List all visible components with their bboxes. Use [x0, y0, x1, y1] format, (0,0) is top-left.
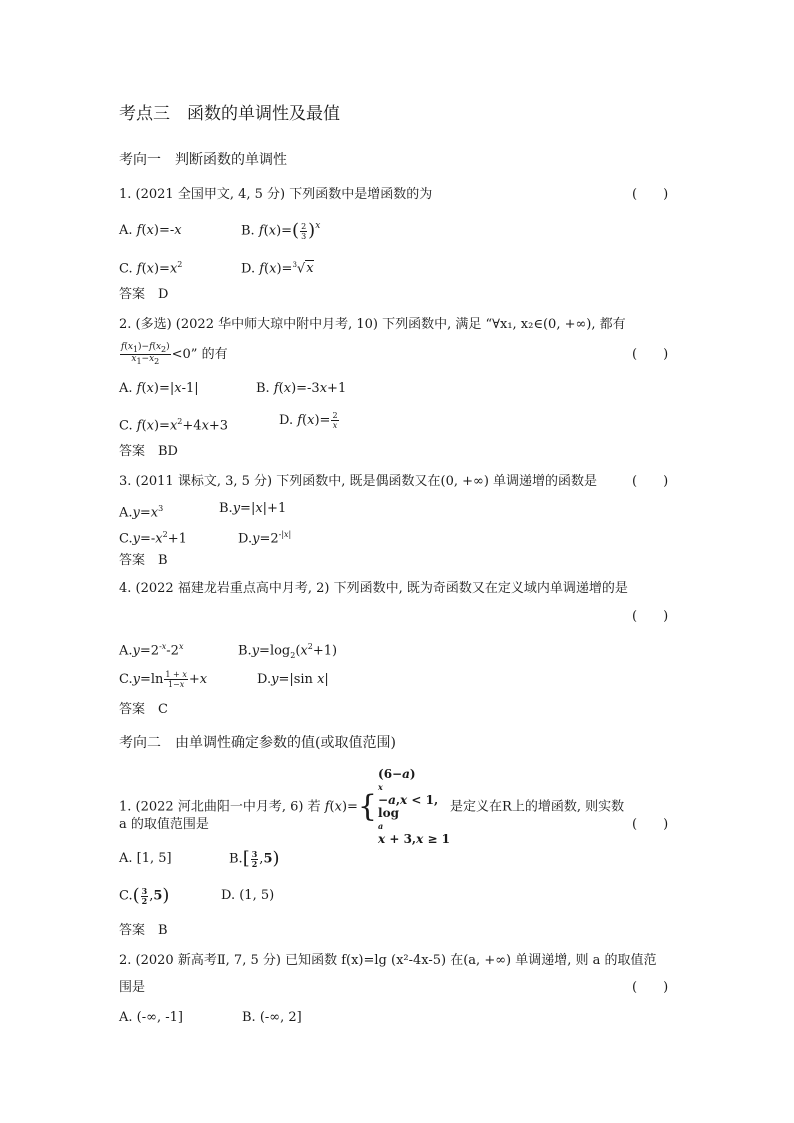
option-d: $D.y=2^{-|x|}$	[238, 530, 292, 547]
option-a: $A.y=2^{-x}-2^x$	[119, 642, 184, 659]
option-d: D.y=|sin x|	[257, 672, 329, 687]
option-b: B. f(x)=-3x+1	[256, 381, 347, 396]
question-2-stem: 2. (多选) (2022 华中师大琼中附中月考, 10) 下列函数中, 满足 “∀x₁, x₂∈(0, +∞), 都有	[119, 317, 626, 332]
option-d: D. f(x)= $\frac{2}{x}$	[279, 411, 338, 430]
option-b: B.y=|x|+1	[219, 501, 287, 516]
question-3-stem: 3. (2011 课标文, 3, 5 分) 下列函数中, 既是偶函数又在(0, +∞) 单调递增的函数是	[119, 474, 598, 489]
section-heading-2: 考向二 由单调性确定参数的值(或取值范围)	[119, 735, 396, 751]
option-c: C. $f(x)=x^2+4x+3$	[119, 417, 229, 434]
answer: 答案 B	[119, 923, 168, 938]
option-a: A. f(x)=|x-1|	[119, 381, 199, 396]
option-b: B.[ $\frac{3}{2}$ ,5)	[229, 848, 280, 869]
section-heading-1: 考向一 判断函数的单调性	[119, 152, 287, 168]
option-c: $C.y=-x^2+1$	[119, 530, 187, 547]
option-b: B. (-∞, 2]	[242, 1010, 302, 1025]
answer: 答案 C	[119, 702, 168, 717]
question-2-condition: $\frac{f(x1)-f(x2)}{x1-x2}$ <0” 的有	[121, 342, 228, 366]
option-c: C. $f(x)=x^2$	[119, 260, 183, 277]
answer-blank: ( )	[632, 474, 669, 489]
answer-blank: ( )	[632, 817, 669, 832]
option-d: D. (1, 5)	[221, 888, 275, 903]
answer: 答案 B	[119, 553, 168, 568]
answer-blank: ( )	[632, 980, 669, 995]
option-a: A. (-∞, -1]	[119, 1010, 183, 1025]
answer-blank: ( )	[632, 347, 669, 362]
page-title: 考点三 函数的单调性及最值	[119, 104, 340, 124]
option-b: B. f(x)=( $\frac{2}{3}$ )$^x$	[241, 220, 321, 241]
option-a: A. f(x)=-x	[119, 223, 182, 238]
option-a: A. [1, 5]	[119, 851, 172, 866]
question-2-1-stem-line2: a 的取值范围是	[119, 817, 209, 832]
answer: 答案 D	[119, 287, 169, 302]
answer-blank: ( )	[632, 609, 669, 624]
question-1-stem: 1. (2021 全国甲文, 4, 5 分) 下列函数中是增函数的为	[119, 187, 433, 202]
option-d: D. f(x)=$^3$√x	[241, 261, 314, 277]
option-b: $B.y=\log_2(x^2+1)$	[238, 642, 338, 660]
answer-blank: ( )	[632, 187, 669, 202]
question-2-2-stem: 2. (2020 新高考Ⅱ, 7, 5 分) 已知函数 f(x)=lg (x²-4x-5) 在(a, +∞) 单调递增, 则 a 的取值范	[119, 953, 657, 968]
option-a: $A.y=x^3$	[119, 504, 164, 521]
question-2-stem-tail: <0” 的有	[171, 347, 228, 362]
option-c: C.y=ln $\frac{1 + x}{1-x}$ +x	[119, 670, 208, 689]
answer: 答案 BD	[119, 444, 178, 459]
question-2-2-stem-line2: 围是	[119, 980, 146, 995]
question-2-1-stem: 1. (2022 河北曲阳一中月考, 6) 若 f(x)={ (6−a) x −a,x < 1, log a x + 3,x ≥ 1 是定义在R上的增函数, 则实数	[119, 767, 625, 846]
option-c: C.( $\frac{3}{2}$ ,5)	[119, 885, 170, 906]
question-4-stem: 4. (2022 福建龙岩重点高中月考, 2) 下列函数中, 既为奇函数又在定义域内单调递增的是	[119, 581, 628, 596]
